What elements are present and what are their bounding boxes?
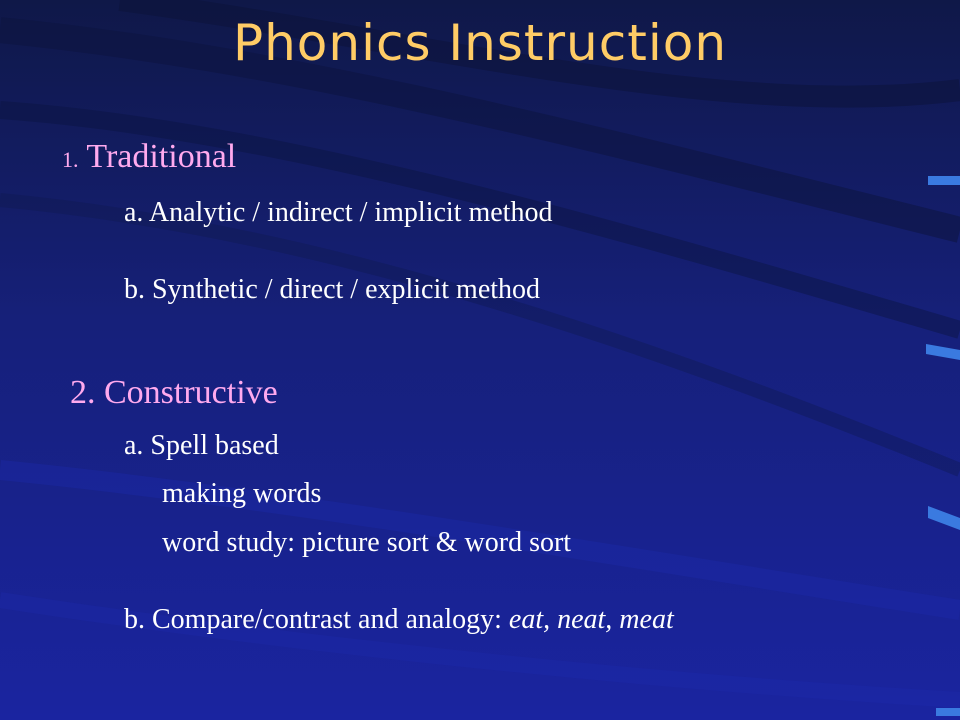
- accent-mark: [926, 344, 960, 360]
- section-heading-label: Traditional: [86, 138, 237, 175]
- list-item-spell-based: a. Spell based: [124, 430, 279, 461]
- accent-mark: [928, 176, 960, 185]
- section-heading-traditional: [62, 138, 236, 176]
- section-number: 2.: [70, 374, 96, 411]
- compare-contrast-label: b. Compare/contrast and analogy:: [124, 604, 502, 635]
- sub-item-word-study: word study: picture sort & word sort: [162, 527, 572, 558]
- sub-item-making-words: making words: [162, 478, 322, 509]
- list-item-synthetic: b. Synthetic / direct / explicit method: [124, 274, 541, 305]
- section-number: 1.: [62, 147, 79, 172]
- section-heading-label: Constructive: [104, 374, 278, 411]
- section-heading-constructive: [70, 374, 278, 412]
- list-item-analytic: a. Analytic / indirect / implicit method: [124, 197, 553, 228]
- slide-title: Phonics Instruction: [232, 14, 728, 72]
- accent-mark: [928, 506, 960, 530]
- accent-mark: [936, 708, 960, 716]
- analogy-examples: eat, neat, meat: [508, 604, 674, 635]
- list-item-compare-contrast: [124, 604, 674, 636]
